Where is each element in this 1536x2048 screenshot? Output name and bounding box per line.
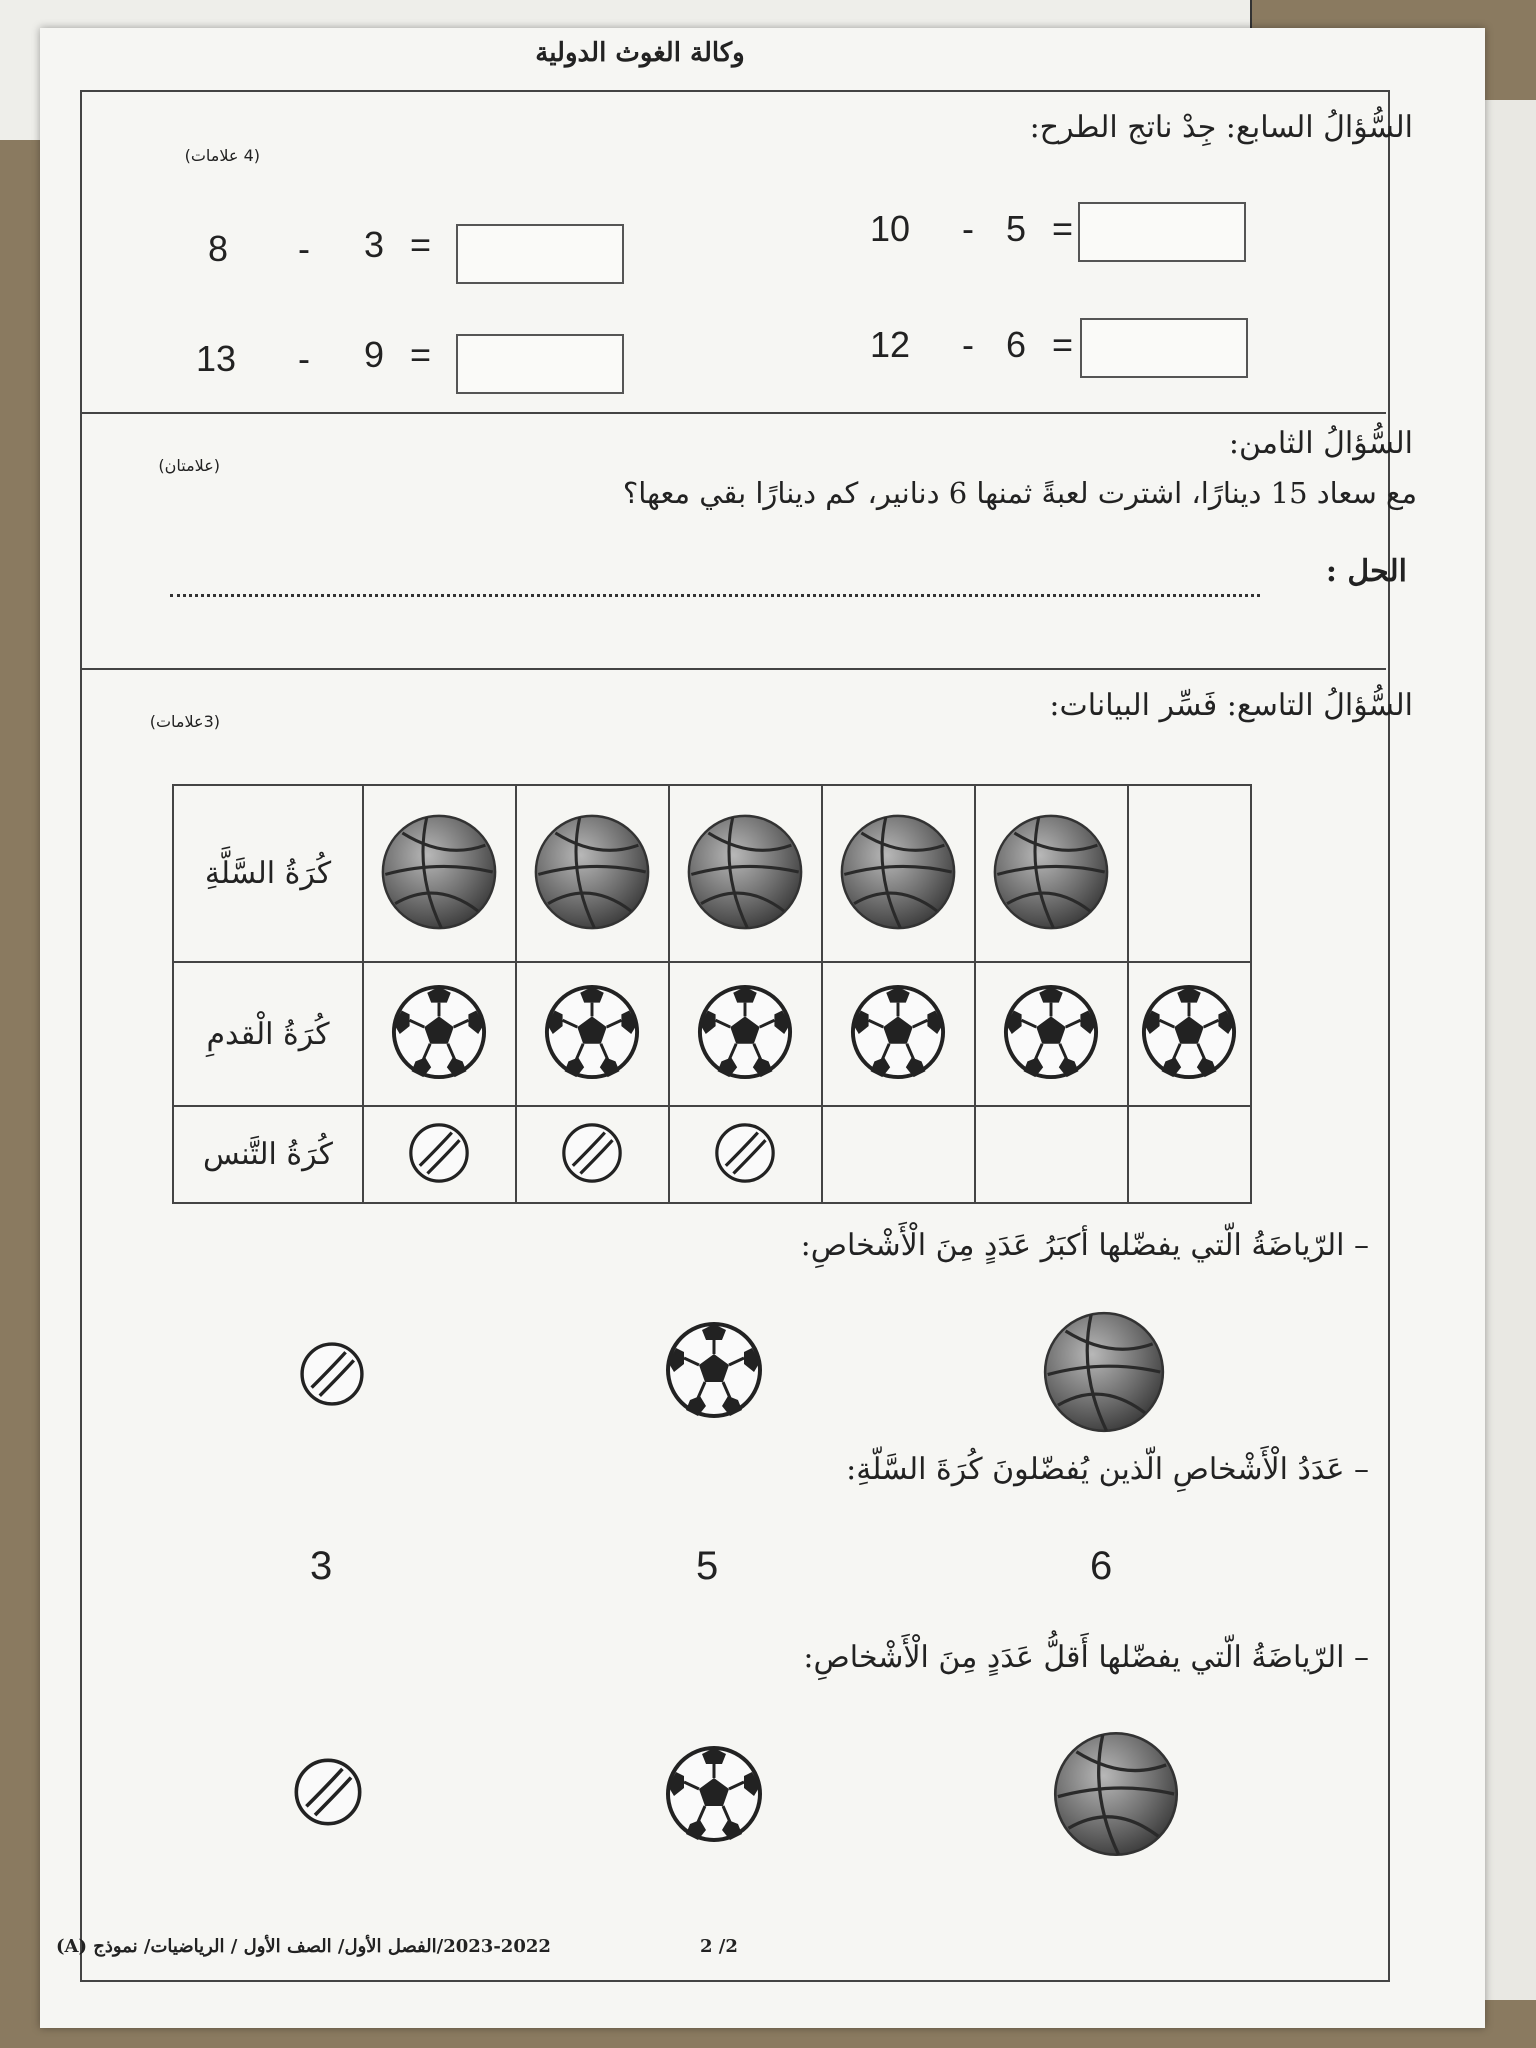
- q9-marks: (3علامات): [149, 712, 220, 731]
- agency-header: وكالة الغوث الدولية: [535, 38, 745, 68]
- tennis-ball-icon[interactable]: [298, 1340, 366, 1408]
- q9-sub3: – الرّياضَةُ الّتي يفضّلها أَقلُّ عَدَدٍ مِنَ الْأَشْخاصِ:: [803, 1640, 1369, 1675]
- footer-course-info: 2023-2022/الفصل الأول/ الصف الأول / الرياضيات/ نموذج (A): [56, 1936, 551, 1957]
- eq4-op: -: [298, 338, 310, 379]
- football-icon: [543, 983, 641, 1081]
- football-icon[interactable]: [664, 1320, 764, 1420]
- table-cell: [516, 962, 669, 1106]
- table-cell: [975, 1106, 1128, 1203]
- footer-page-number: 2 /2: [700, 1936, 738, 1957]
- football-icon: [696, 983, 794, 1081]
- table-cell: [822, 785, 975, 962]
- q8-title: السُّؤالُ الثامن:: [1228, 426, 1413, 461]
- tennis-ball-icon: [560, 1121, 624, 1185]
- q8-answer-line[interactable]: [170, 594, 1260, 597]
- eq1-op: -: [962, 208, 974, 249]
- eq4-a: 13: [196, 338, 237, 379]
- table-cell: [975, 785, 1128, 962]
- option-number[interactable]: 5: [696, 1544, 719, 1588]
- table-cell: [1128, 1106, 1251, 1203]
- row-label: كُرَةُ السَّلَّةِ: [173, 785, 363, 962]
- table-cell: [363, 962, 516, 1106]
- tennis-ball-icon: [713, 1121, 777, 1185]
- eq2-op: -: [298, 228, 310, 269]
- eq3-a: 12: [870, 324, 911, 365]
- eq1-answer-box[interactable]: [1078, 202, 1246, 262]
- football-icon: [390, 983, 488, 1081]
- eq4-eq: =: [410, 334, 432, 375]
- eq1-eq: =: [1052, 208, 1074, 249]
- option-number[interactable]: 3: [310, 1544, 333, 1588]
- eq2-a: 8: [208, 228, 229, 269]
- table-cell: [669, 962, 822, 1106]
- table-row: [173, 962, 1251, 1106]
- divider: [80, 668, 1386, 670]
- row-label: كُرَةُ التَّنس: [173, 1106, 363, 1203]
- eq2-eq: =: [410, 224, 432, 265]
- eq3-eq: =: [1052, 324, 1074, 365]
- divider: [80, 412, 1386, 414]
- eq1-a: 10: [870, 208, 911, 249]
- tennis-ball-icon: [407, 1121, 471, 1185]
- eq3-answer-box[interactable]: [1080, 318, 1248, 378]
- q9-title: السُّؤالُ التاسع: فَسِّر البيانات:: [1049, 688, 1413, 723]
- table-cell: [822, 1106, 975, 1203]
- q7-marks: (4 علامات): [184, 146, 260, 165]
- table-cell: [1128, 962, 1251, 1106]
- option-number[interactable]: 6: [1090, 1544, 1113, 1588]
- eq4-answer-box[interactable]: [456, 334, 624, 394]
- table-cell: [363, 1106, 516, 1203]
- table-cell: [1128, 785, 1251, 962]
- football-icon: [1140, 983, 1238, 1081]
- eq4-b: 9: [364, 334, 385, 375]
- tennis-ball-icon[interactable]: [292, 1756, 364, 1828]
- table-cell: [516, 785, 669, 962]
- table-cell: [363, 785, 516, 962]
- eq2-b: 3: [364, 224, 385, 265]
- basketball-icon: [837, 811, 959, 933]
- basketball-icon: [378, 811, 500, 933]
- q8-problem: مع سعاد 15 دينارًا، اشترت لعبةً ثمنها 6 دنانير، كم دينارًا بقي معها؟: [622, 476, 1417, 510]
- table-cell: [822, 962, 975, 1106]
- worksheet-page: [40, 28, 1485, 2028]
- pictograph-table: [172, 784, 1252, 1204]
- q8-marks: (علامتان): [158, 456, 220, 475]
- basketball-icon[interactable]: [1050, 1728, 1182, 1860]
- football-icon: [849, 983, 947, 1081]
- basketball-icon: [990, 811, 1112, 933]
- football-icon[interactable]: [664, 1744, 764, 1844]
- q7-title: السُّؤالُ السابع: جِدْ ناتج الطرح:: [1029, 110, 1413, 145]
- eq1-b: 5: [1006, 208, 1027, 249]
- table-cell: [669, 785, 822, 962]
- table-row: [173, 785, 1251, 962]
- football-icon: [1002, 983, 1100, 1081]
- q9-sub1: – الرّياضَةُ الّتي يفضّلها أكبَرُ عَدَدٍ مِنَ الْأَشْخاصِ:: [800, 1228, 1369, 1263]
- basketball-icon[interactable]: [1040, 1308, 1168, 1436]
- q8-solution-label: الحل :: [1325, 554, 1407, 589]
- eq3-op: -: [962, 324, 974, 365]
- q9-sub2: – عَدَدُ الْأَشْخاصِ الّذين يُفضّلونَ كُرَةَ السَّلّةِ:: [846, 1452, 1369, 1487]
- basketball-icon: [684, 811, 806, 933]
- table-cell: [516, 1106, 669, 1203]
- row-label: كُرَةُ الْقدمِ: [173, 962, 363, 1106]
- eq2-answer-box[interactable]: [456, 224, 624, 284]
- table-cell: [669, 1106, 822, 1203]
- eq3-b: 6: [1006, 324, 1027, 365]
- table-row: [173, 1106, 1251, 1203]
- basketball-icon: [531, 811, 653, 933]
- table-cell: [975, 962, 1128, 1106]
